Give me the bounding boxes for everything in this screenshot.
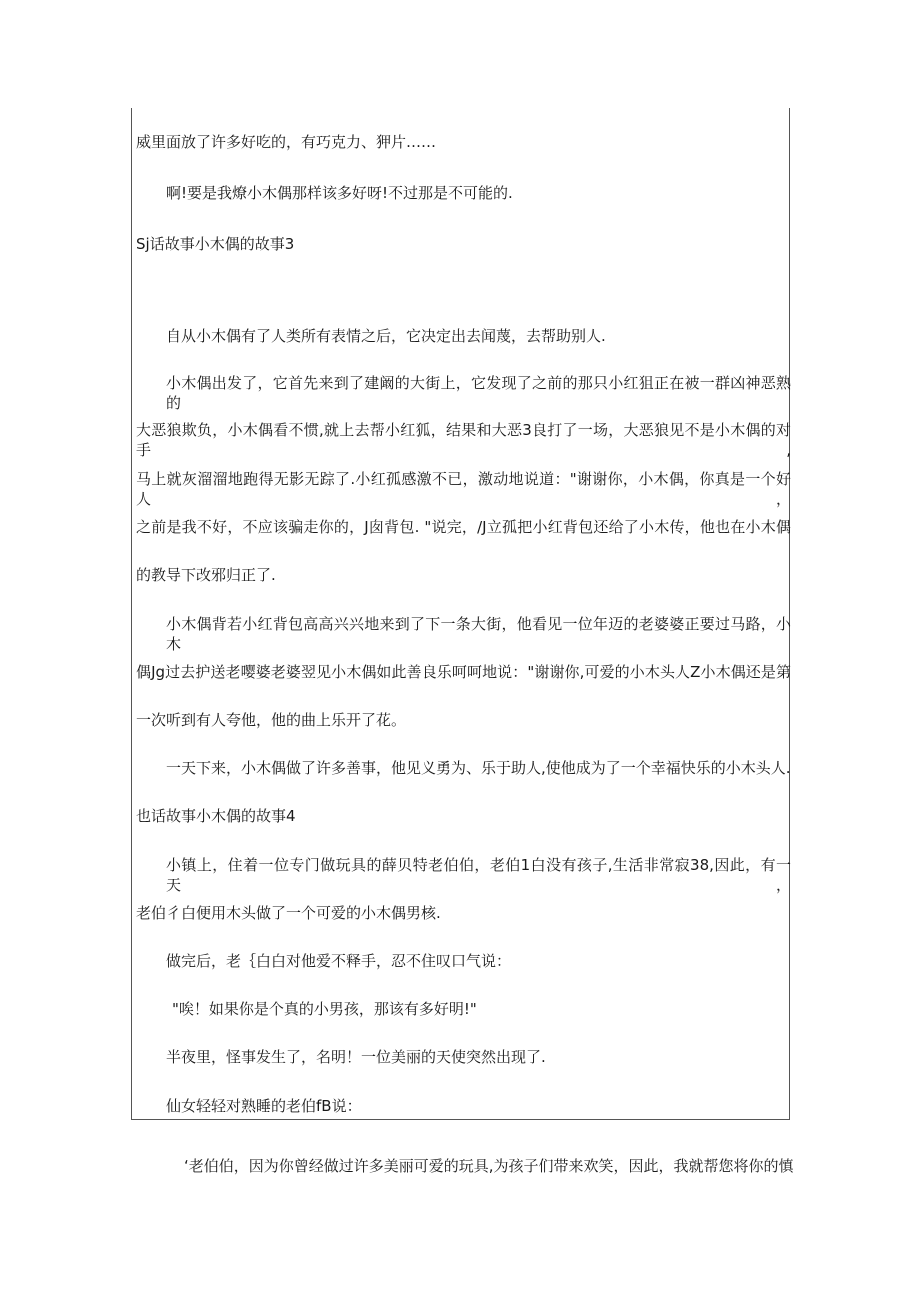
paragraph-2: 啊!要是我燎小木偶那样该多好呀!不过那是不可能的.: [166, 184, 513, 202]
paragraph-4-line-2: 大恶狼欺负，小木偶看不惯,就上去帮小红狐，结果和大恶3良打了一场，大恶狼见不是小木偶的对手,: [136, 421, 791, 459]
paragraph-9: "唉！如果你是个真的小男孩，那该有多好明!": [172, 1000, 477, 1018]
paragraph-5-line-1: 小木偶背若小红背包高高兴兴地来到了下一条大街，他看见一位年迈的老婆婆正要过马路，小木: [166, 615, 791, 653]
paragraph-5-line-2: 偶Jg过去护送老嘤婆老婆翌见小木偶如此善良乐呵呵地说："谢谢你,可爱的小木头人Z小木偶还是第: [136, 663, 791, 681]
story-heading-4: 也话故事小木偶的故事4: [136, 807, 296, 825]
story-heading-3: Sj话故事小木偶的故事3: [136, 235, 295, 253]
paragraph-4-line-3: 马上就灰溜溜地跑得无影无踪了.小红孤感激不已，激动地说道："谢谢你，小木偶，你真是一个好人，: [136, 470, 791, 508]
paragraph-7-line-1: 小镇上，住着一位专门做玩具的薛贝特老伯伯，老伯1白没有孩子,生活非常寂38,因此，有一天，: [166, 856, 791, 894]
paragraph-1: 威里面放了许多好吃的，有巧克力、狎片……: [136, 133, 437, 151]
paragraph-12: ‘老伯伯，因为你曾经做过许多美丽可爱的玩具,为孩子们带来欢笑，因此，我就帮您将你的慎: [184, 1157, 794, 1175]
paragraph-8: 做完后，老｛白白对他爱不释手，忍不住叹口气说：: [166, 952, 512, 970]
paragraph-4-line-5: 的教导下改邪归正了.: [136, 566, 276, 584]
paragraph-10: 半夜里，怪事发生了，名明！一位美丽的天使突然出现了.: [166, 1048, 546, 1066]
paragraph-6: 一天下来，小木偶做了许多善事，他见义勇为、乐于助人,使他成为了一个幸福快乐的小木头人.: [166, 759, 791, 777]
paragraph-4-line-4: 之前是我不好，不应该骗走你的，J囱背包. "说完，/J立孤把小红背包还给了小木传，他也在小木偶: [136, 518, 791, 536]
paragraph-11: 仙女轻轻对熟睡的老伯fB说：: [166, 1097, 362, 1115]
paragraph-3: 自从小木偶有了人类所有表情之后，它决定出去闻蔑，去帮助别人.: [166, 327, 606, 345]
paragraph-7-line-2: 老伯彳白便用木头做了一个可爱的小木偶男核.: [136, 904, 441, 922]
paragraph-4-line-1: 小木偶出发了，它首先来到了建阚的大街上，它发现了之前的那只小红狙正在被一群凶神恶熟的: [166, 374, 791, 412]
paragraph-5-line-3: 一次听到有人夸他，他的曲上乐开了花。: [136, 711, 407, 729]
